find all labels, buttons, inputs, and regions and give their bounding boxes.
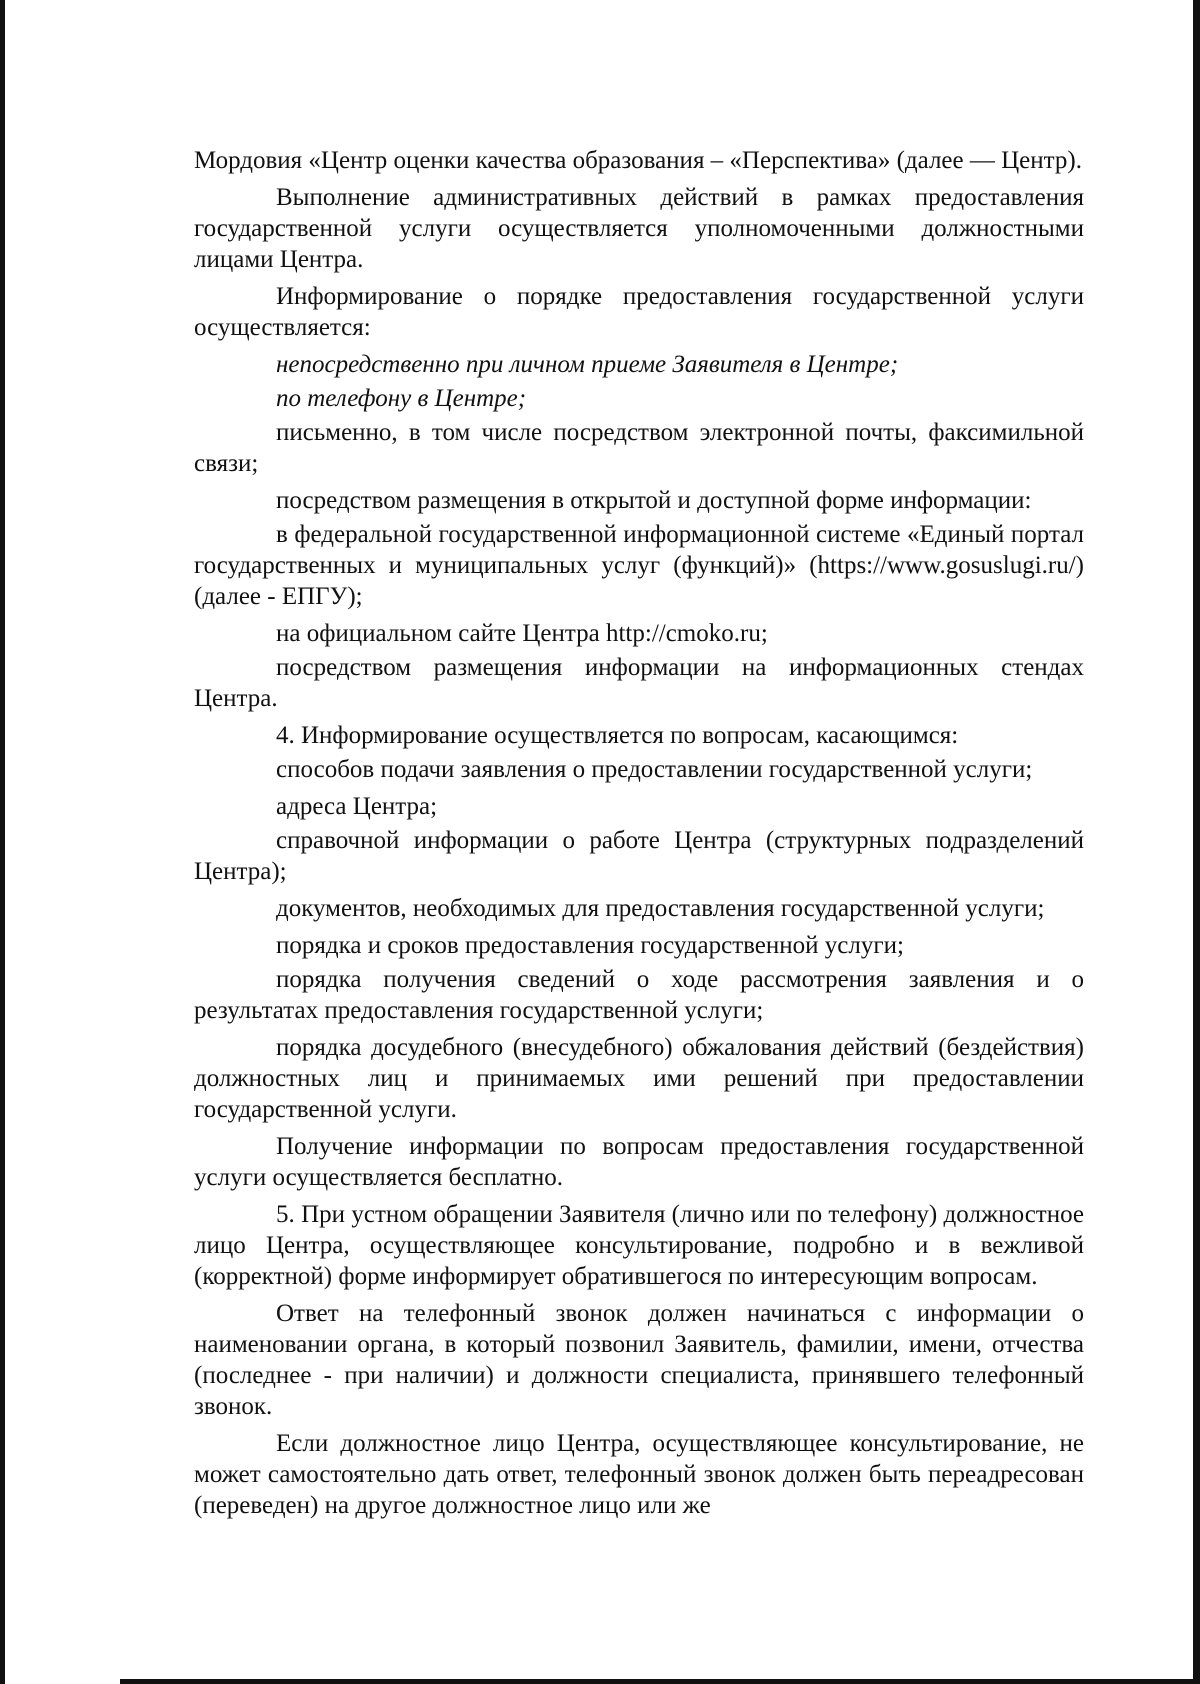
paragraph-12: адреса Центра; bbox=[276, 793, 438, 820]
paragraph-19: 5. При устном обращении Заявителя (лично или по телефону) должностное лицо Центра, осуществляющее консультирование, подробно и в вежливой (корректной) форме информирует обратившегося по интересующим вопросам. bbox=[194, 1201, 1084, 1290]
paragraph-2: Информирование о порядке предоставления государственной услуги осуществляется: bbox=[194, 283, 1084, 341]
paragraph-3: непосредственно при личном приеме Заявителя в Центре; bbox=[276, 351, 899, 378]
paragraph-7: в федеральной государственной информационной системе «Единый портал государственных и муниципальных услуг (функций)» (https://www.gosuslugi.ru/) (далее - ЕПГУ); bbox=[194, 521, 1084, 610]
paragraph-4: по телефону в Центре; bbox=[276, 385, 527, 412]
paragraph-0: Мордовия «Центр оценки качества образования – «Перспектива» (далее — Центр). bbox=[194, 147, 1082, 174]
paragraph-18: Получение информации по вопросам предоставления государственной услуги осуществляется бесплатно. bbox=[194, 1133, 1084, 1191]
paragraph-10: 4. Информирование осуществляется по вопросам, касающимся: bbox=[276, 722, 959, 749]
paragraph-17: порядка досудебного (внесудебного) обжалования действий (бездействия) должностных лиц и принимаемых ими решений при предоставлении государственной услуги. bbox=[194, 1034, 1084, 1123]
paragraph-21: Если должностное лицо Центра, осуществляющее консультирование, не может самостоятельно дать ответ, телефонный звонок должен быть переадресован (переведен) на другое должностное лицо или же bbox=[194, 1430, 1084, 1519]
paragraph-1: Выполнение административных действий в рамках предоставления государственной услуги осуществляется уполномоченными должностными лицами Центра. bbox=[194, 184, 1084, 273]
paragraph-16: порядка получения сведений о ходе рассмотрения заявления и о результатах предоставления государственной услуги; bbox=[194, 966, 1084, 1024]
paragraph-20: Ответ на телефонный звонок должен начинаться с информации о наименовании органа, в который позвонил Заявитель, фамилии, имени, отчества (последнее - при наличии) и должности специалиста, принявшего телефонный звонок. bbox=[194, 1300, 1084, 1420]
paragraph-13: справочной информации о работе Центра (структурных подразделений Центра); bbox=[194, 827, 1084, 885]
document-body bbox=[194, 145, 1084, 1527]
paragraph-6: посредством размещения в открытой и доступной форме информации: bbox=[276, 487, 1032, 514]
paragraph-5: письменно, в том числе посредством электронной почты, факсимильной связи; bbox=[194, 419, 1084, 477]
scan-right-edge bbox=[1193, 0, 1200, 1684]
scan-bottom-edge bbox=[120, 1679, 1200, 1684]
paragraph-14: документов, необходимых для предоставления государственной услуги; bbox=[276, 895, 1045, 922]
paragraph-8: на официальном сайте Центра http://cmoko.ru; bbox=[276, 620, 768, 647]
paragraph-11: способов подачи заявления о предоставлении государственной услуги; bbox=[276, 756, 1033, 783]
paragraph-15: порядка и сроков предоставления государственной услуги; bbox=[276, 932, 904, 959]
scan-left-edge bbox=[0, 0, 5, 1684]
paragraph-9: посредством размещения информации на информационных стендах Центра. bbox=[194, 654, 1084, 712]
